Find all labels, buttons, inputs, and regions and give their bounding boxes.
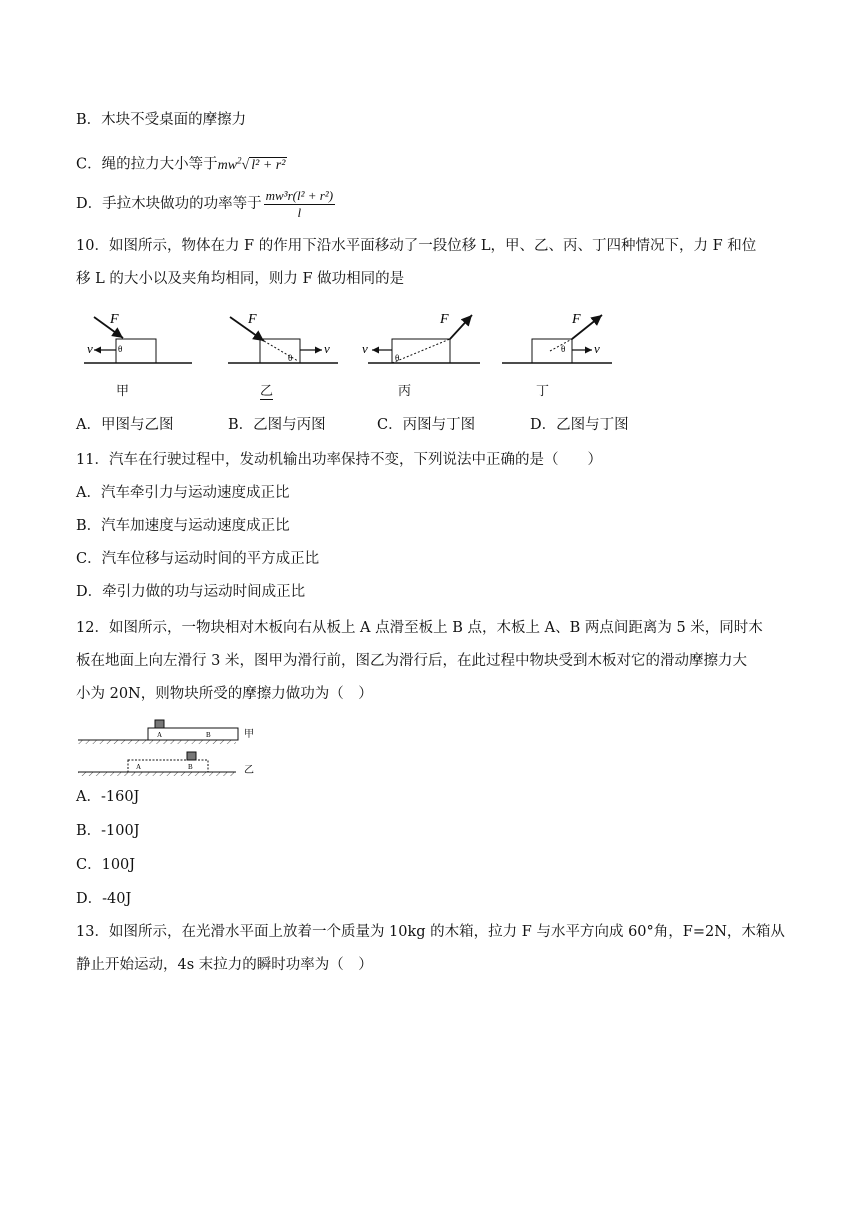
q12-fig-a-label-yi: A — [136, 763, 142, 771]
q12-figure — [78, 716, 268, 778]
q12-option-b: B．-100J — [76, 823, 140, 839]
q10-options — [76, 415, 716, 435]
q10-caption-jia: 甲 — [116, 384, 130, 399]
q12-stem-line3: 小为 20N，则物块所受的摩擦力做功为（ ） — [76, 686, 373, 702]
q10-figure-jia — [84, 312, 192, 363]
q10-ding-angle-label: θ — [561, 344, 566, 354]
q12-option-c: C．100J — [76, 857, 136, 873]
q10-bing-angle-label: θ — [395, 353, 400, 363]
q10-figure-bing — [362, 312, 480, 363]
q12-fig-yi-label: 乙 — [244, 765, 254, 776]
q10-stem-line2: 移 L 的大小以及夹角均相同，则力 F 做功相同的是 — [76, 271, 405, 287]
q10-yi-force-label: F — [248, 312, 257, 327]
q10-option-b: B．乙图与丙图 — [228, 417, 326, 433]
q10-caption-ding: 丁 — [536, 384, 550, 399]
q10-yi-angle-label: θ — [288, 353, 293, 363]
q12-fig-jia-label: 甲 — [244, 729, 254, 740]
q10-stem-line1: 10．如图所示，物体在力 F 的作用下沿水平面移动了一段位移 L，甲、乙、丙、丁四种情况下，力 F 和位 — [76, 238, 757, 254]
q11-option-a: A．汽车牵引力与运动速度成正比 — [76, 485, 290, 501]
q10-jia-vel-label: v — [87, 341, 93, 356]
q12-fig-b-label-jia: B — [206, 731, 211, 739]
q9-option-d — [76, 186, 335, 222]
q12-stem-line1: 12．如图所示，一物块相对木板向右从板上 A 点滑至板上 B 点，木板上 A、B 两点间距离为 5 米，同时木 — [76, 620, 763, 636]
q10-option-d: D．乙图与丁图 — [530, 417, 629, 433]
q10-bing-vel-label: v — [362, 341, 368, 356]
q10-caption-bing: 丙 — [398, 384, 412, 399]
q9-option-c-formula: $mw^2√$ l² + r² — [217, 155, 286, 173]
q10-option-a: A．甲图与乙图 — [76, 417, 174, 433]
q9-option-c-label: C．绳的拉力大小等于 — [76, 156, 218, 173]
q10-option-c: C．丙图与丁图 — [377, 417, 476, 433]
q9-option-d-fraction: $\frac{\text{mw³r(l² + r²)}}{l}$ — [265, 187, 334, 220]
q11-option-b: B．汽车加速度与运动速度成正比 — [76, 518, 290, 534]
q11-stem: 11．汽车在行驶过程中，发动机输出功率保持不变，下列说法中正确的是（ ） — [76, 452, 602, 468]
q10-ding-force-label: F — [572, 312, 581, 327]
q9-option-b: B．木块不受桌面的摩擦力 — [76, 112, 247, 128]
q9-option-d-label: D．手拉木块做功的功率等于 — [76, 196, 262, 212]
q12-stem-line2: 板在地面上向左滑行 3 米，图甲为滑行前，图乙为滑行后，在此过程中物块受到木板对它的滑动摩擦力大 — [76, 653, 747, 669]
q11-option-d: D．牵引力做的功与运动时间成正比 — [76, 584, 306, 600]
q9-option-c — [76, 150, 287, 176]
q10-captions — [80, 380, 620, 400]
q10-bing-force-label: F — [440, 312, 449, 327]
q12-fig-b-label-yi: B — [188, 763, 193, 771]
q10-figures — [80, 305, 620, 375]
q12-fig-a-label-jia: A — [157, 731, 163, 739]
q12-option-a: A．-160J — [76, 789, 140, 805]
q13-stem-line1: 13．如图所示，在光滑水平面上放着一个质量为 10kg 的木箱，拉力 F 与水平方向成 60°角，F=2N，木箱从 — [76, 924, 785, 940]
q10-jia-angle-label: θ — [118, 344, 123, 354]
q13-stem-line2: 静止开始运动，4s 末拉力的瞬时功率为（ ） — [76, 957, 373, 973]
q11-option-c: C．汽车位移与运动时间的平方成正比 — [76, 551, 320, 567]
q10-yi-vel-label: v — [324, 341, 330, 356]
q10-caption-yi: 乙 — [260, 380, 273, 400]
q12-option-d: D．-40J — [76, 891, 132, 907]
q10-ding-vel-label: v — [594, 341, 600, 356]
q10-figure-yi — [228, 312, 338, 363]
q10-jia-force-label: F — [110, 312, 119, 327]
q10-figure-ding — [502, 312, 612, 363]
